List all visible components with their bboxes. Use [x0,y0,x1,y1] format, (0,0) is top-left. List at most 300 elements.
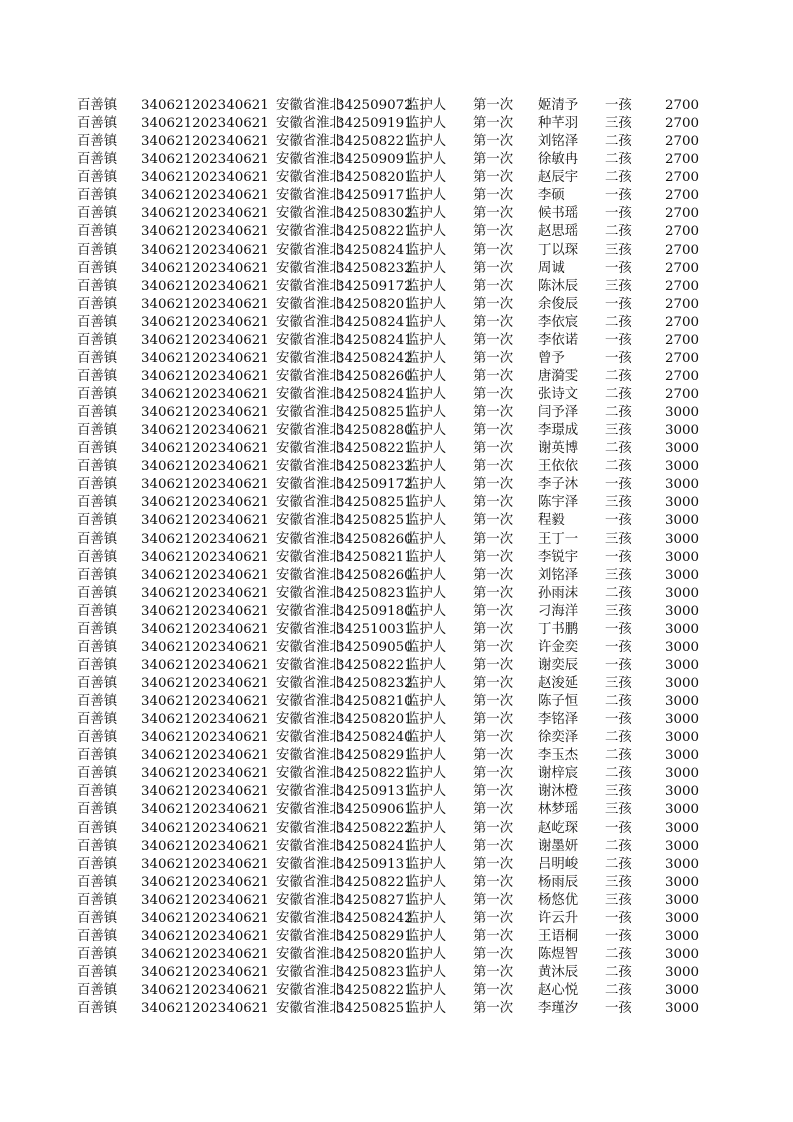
address-cell: 安徽省淮北 [276,134,343,150]
issue-count-cell: 第一次 [473,892,514,908]
address-cell: 安徽省淮北 [276,910,343,926]
id-code-cell: 340621202340621 [141,946,269,962]
table-row [0,693,793,711]
address-cell: 安徽省淮北 [276,549,343,565]
child-name-cell: 李依诺 [538,332,579,348]
id-number-cell: 342508231 [336,965,413,980]
role-cell: 监护人 [406,206,447,222]
table-row [0,838,793,856]
issue-count-cell: 第一次 [473,549,514,565]
issue-count-cell: 第一次 [473,874,514,890]
issue-count-cell: 第一次 [473,423,514,439]
id-number-cell: 342508221 [336,134,413,150]
address-cell: 安徽省淮北 [276,657,343,673]
id-code-cell: 340621202340621 [141,350,269,366]
town-cell: 百善镇 [77,784,118,800]
address-cell: 安徽省淮北 [276,405,343,421]
table-row [0,657,793,675]
child-name-cell: 徐奕泽 [538,730,579,746]
id-number-cell: 342508260 [336,531,413,547]
child-name-cell: 张诗文 [538,387,579,402]
issue-count-cell: 第一次 [473,242,514,258]
amount-cell: 3000 [665,856,700,872]
issue-count-cell: 第一次 [473,784,514,800]
address-cell: 安徽省淮北 [276,621,343,637]
town-cell: 百善镇 [77,495,118,511]
role-cell: 监护人 [406,946,447,962]
id-code-cell: 340621202340621 [141,152,269,168]
amount-cell: 3000 [665,441,700,457]
id-number-cell: 342508242 [336,350,413,366]
id-code-cell: 340621202340621 [141,170,269,186]
address-cell: 安徽省淮北 [276,784,343,800]
child-name-cell: 刘铭泽 [538,567,579,583]
id-code-cell: 340621202340621 [141,531,269,547]
table-row [0,260,793,278]
id-number-cell: 342508221 [336,224,413,240]
town-cell: 百善镇 [77,603,118,619]
id-number-cell: 342509172 [336,278,413,294]
child-order-cell: 二孩 [605,730,632,746]
town-cell: 百善镇 [77,838,118,854]
issue-count-cell: 第一次 [473,946,514,962]
address-cell: 安徽省淮北 [276,928,343,944]
address-cell: 安徽省淮北 [276,98,343,113]
role-cell: 监护人 [406,495,447,511]
town-cell: 百善镇 [77,676,118,691]
issue-count-cell: 第一次 [473,694,514,710]
address-cell: 安徽省淮北 [276,531,343,547]
amount-cell: 3000 [665,567,700,583]
child-order-cell: 二孩 [605,368,632,384]
child-order-cell: 三孩 [605,802,632,818]
id-code-cell: 340621202340621 [141,405,269,421]
id-number-cell: 342509131 [336,784,413,800]
table-row [0,603,793,621]
id-code-cell: 340621202340621 [141,242,269,258]
child-name-cell: 刁海洋 [538,603,579,619]
table-row [0,97,793,115]
spreadsheet-table [0,97,793,1018]
town-cell: 百善镇 [77,441,118,457]
id-number-cell: 342508231 [336,585,413,601]
id-number-cell: 342509061 [336,802,413,818]
table-row [0,1000,793,1018]
child-name-cell: 杨悠优 [538,892,579,908]
amount-cell: 3000 [665,965,700,980]
child-name-cell: 李依宸 [538,314,579,330]
table-row [0,531,793,549]
id-code-cell: 340621202340621 [141,98,269,113]
table-row [0,278,793,296]
amount-cell: 2700 [665,152,700,168]
table-row [0,675,793,693]
role-cell: 监护人 [406,838,447,854]
id-code-cell: 340621202340621 [141,134,269,150]
id-code-cell: 340621202340621 [141,459,269,475]
id-number-cell: 342508241 [336,838,413,854]
town-cell: 百善镇 [77,405,118,421]
child-order-cell: 一孩 [605,621,632,637]
town-cell: 百善镇 [77,892,118,908]
role-cell: 监护人 [406,188,447,204]
child-name-cell: 李锐宇 [538,549,579,565]
child-name-cell: 赵辰宇 [538,170,579,186]
address-cell: 安徽省淮北 [276,766,343,782]
issue-count-cell: 第一次 [473,621,514,637]
town-cell: 百善镇 [77,116,118,132]
issue-count-cell: 第一次 [473,513,514,529]
town-cell: 百善镇 [77,387,118,402]
id-number-cell: 342508280 [336,423,413,439]
town-cell: 百善镇 [77,910,118,926]
role-cell: 监护人 [406,314,447,330]
address-cell: 安徽省淮北 [276,350,343,366]
address-cell: 安徽省淮北 [276,838,343,854]
child-name-cell: 陈子恒 [538,694,579,710]
child-order-cell: 一孩 [605,296,632,312]
child-name-cell: 赵思瑶 [538,224,579,240]
address-cell: 安徽省淮北 [276,603,343,619]
child-name-cell: 陈沐辰 [538,278,579,294]
amount-cell: 3000 [665,477,700,493]
id-number-cell: 342509091 [336,152,413,168]
child-order-cell: 一孩 [605,332,632,348]
town-cell: 百善镇 [77,585,118,601]
id-number-cell: 342508221 [336,441,413,457]
child-name-cell: 种芊羽 [538,116,579,132]
amount-cell: 2700 [665,242,700,258]
issue-count-cell: 第一次 [473,531,514,547]
child-order-cell: 二孩 [605,459,632,475]
table-row [0,928,793,946]
role-cell: 监护人 [406,405,447,421]
id-number-cell: 342508241 [336,387,413,402]
child-order-cell: 二孩 [605,441,632,457]
role-cell: 监护人 [406,983,447,999]
amount-cell: 2700 [665,134,700,150]
issue-count-cell: 第一次 [473,639,514,655]
address-cell: 安徽省淮北 [276,946,343,962]
id-code-cell: 340621202340621 [141,387,269,402]
address-cell: 安徽省淮北 [276,730,343,746]
address-cell: 安徽省淮北 [276,1001,343,1017]
town-cell: 百善镇 [77,567,118,583]
child-order-cell: 一孩 [605,928,632,944]
issue-count-cell: 第一次 [473,603,514,619]
address-cell: 安徽省淮北 [276,676,343,691]
table-row [0,494,793,512]
town-cell: 百善镇 [77,459,118,475]
child-order-cell: 二孩 [605,694,632,710]
child-order-cell: 二孩 [605,838,632,854]
address-cell: 安徽省淮北 [276,188,343,204]
town-cell: 百善镇 [77,712,118,728]
issue-count-cell: 第一次 [473,405,514,421]
role-cell: 监护人 [406,676,447,691]
table-row [0,314,793,332]
address-cell: 安徽省淮北 [276,585,343,601]
role-cell: 监护人 [406,423,447,439]
issue-count-cell: 第一次 [473,1001,514,1017]
id-code-cell: 340621202340621 [141,802,269,818]
town-cell: 百善镇 [77,549,118,565]
id-code-cell: 340621202340621 [141,874,269,890]
amount-cell: 3000 [665,712,700,728]
child-order-cell: 三孩 [605,567,632,583]
table-row [0,801,793,819]
id-number-cell: 342508232 [336,676,413,691]
role-cell: 监护人 [406,748,447,764]
town-cell: 百善镇 [77,965,118,980]
address-cell: 安徽省淮北 [276,712,343,728]
id-code-cell: 340621202340621 [141,368,269,384]
id-code-cell: 340621202340621 [141,332,269,348]
child-name-cell: 闫予泽 [538,405,579,421]
amount-cell: 2700 [665,98,700,113]
child-order-cell: 一孩 [605,639,632,655]
child-order-cell: 一孩 [605,820,632,836]
role-cell: 监护人 [406,459,447,475]
id-number-cell: 342510031 [336,621,413,637]
issue-count-cell: 第一次 [473,459,514,475]
id-number-cell: 342508271 [336,892,413,908]
address-cell: 安徽省淮北 [276,639,343,655]
address-cell: 安徽省淮北 [276,965,343,980]
child-name-cell: 赵屹琛 [538,820,579,836]
role-cell: 监护人 [406,441,447,457]
id-number-cell: 342508251 [336,405,413,421]
issue-count-cell: 第一次 [473,495,514,511]
child-order-cell: 一孩 [605,350,632,366]
address-cell: 安徽省淮北 [276,477,343,493]
child-order-cell: 三孩 [605,116,632,132]
issue-count-cell: 第一次 [473,477,514,493]
child-order-cell: 一孩 [605,657,632,673]
child-name-cell: 丁以琛 [538,242,579,258]
table-row [0,783,793,801]
town-cell: 百善镇 [77,748,118,764]
amount-cell: 3000 [665,585,700,601]
role-cell: 监护人 [406,694,447,710]
amount-cell: 3000 [665,910,700,926]
amount-cell: 2700 [665,116,700,132]
child-name-cell: 程毅 [538,513,565,529]
id-code-cell: 340621202340621 [141,188,269,204]
child-name-cell: 赵心悦 [538,983,579,999]
id-number-cell: 342508260 [336,567,413,583]
child-order-cell: 一孩 [605,477,632,493]
role-cell: 监护人 [406,242,447,258]
id-number-cell: 342508221 [336,983,413,999]
role-cell: 监护人 [406,874,447,890]
role-cell: 监护人 [406,856,447,872]
id-number-cell: 342508232 [336,459,413,475]
amount-cell: 3000 [665,874,700,890]
id-number-cell: 342509171 [336,188,413,204]
table-row [0,422,793,440]
amount-cell: 3000 [665,495,700,511]
child-name-cell: 李瑾汐 [538,1001,579,1017]
child-name-cell: 姬清予 [538,98,579,113]
child-order-cell: 三孩 [605,495,632,511]
table-row [0,386,793,404]
table-row [0,458,793,476]
town-cell: 百善镇 [77,98,118,113]
role-cell: 监护人 [406,1001,447,1017]
issue-count-cell: 第一次 [473,585,514,601]
child-name-cell: 王语桐 [538,928,579,944]
issue-count-cell: 第一次 [473,766,514,782]
address-cell: 安徽省淮北 [276,152,343,168]
issue-count-cell: 第一次 [473,730,514,746]
issue-count-cell: 第一次 [473,278,514,294]
child-name-cell: 谢梓宸 [538,766,579,782]
child-name-cell: 王丁一 [538,531,579,547]
role-cell: 监护人 [406,621,447,637]
issue-count-cell: 第一次 [473,170,514,186]
child-name-cell: 李子沐 [538,477,579,493]
id-number-cell: 342508260 [336,368,413,384]
address-cell: 安徽省淮北 [276,495,343,511]
issue-count-cell: 第一次 [473,802,514,818]
child-name-cell: 许云升 [538,910,579,926]
role-cell: 监护人 [406,531,447,547]
town-cell: 百善镇 [77,820,118,836]
child-order-cell: 二孩 [605,856,632,872]
issue-count-cell: 第一次 [473,296,514,312]
role-cell: 监护人 [406,766,447,782]
id-number-cell: 342508291 [336,748,413,764]
role-cell: 监护人 [406,332,447,348]
amount-cell: 3000 [665,405,700,421]
child-order-cell: 一孩 [605,260,632,276]
child-name-cell: 周诚 [538,260,565,276]
town-cell: 百善镇 [77,983,118,999]
id-code-cell: 340621202340621 [141,694,269,710]
table-row [0,982,793,1000]
address-cell: 安徽省淮北 [276,260,343,276]
amount-cell: 3000 [665,513,700,529]
town-cell: 百善镇 [77,188,118,204]
address-cell: 安徽省淮北 [276,856,343,872]
address-cell: 安徽省淮北 [276,802,343,818]
address-cell: 安徽省淮北 [276,892,343,908]
id-number-cell: 342508232 [336,260,413,276]
child-order-cell: 二孩 [605,766,632,782]
table-row [0,874,793,892]
child-order-cell: 一孩 [605,188,632,204]
child-name-cell: 徐敏冉 [538,152,579,168]
amount-cell: 3000 [665,603,700,619]
issue-count-cell: 第一次 [473,910,514,926]
id-number-cell: 342509180 [336,603,413,619]
town-cell: 百善镇 [77,730,118,746]
issue-count-cell: 第一次 [473,116,514,132]
id-number-cell: 342508201 [336,170,413,186]
id-code-cell: 340621202340621 [141,1001,269,1017]
table-row [0,747,793,765]
child-name-cell: 李玉杰 [538,748,579,764]
town-cell: 百善镇 [77,350,118,366]
id-code-cell: 340621202340621 [141,748,269,764]
table-row [0,964,793,982]
id-code-cell: 340621202340621 [141,603,269,619]
child-name-cell: 赵浚延 [538,676,579,691]
role-cell: 监护人 [406,820,447,836]
table-row [0,729,793,747]
amount-cell: 2700 [665,188,700,204]
child-name-cell: 丁书鹏 [538,621,579,637]
role-cell: 监护人 [406,603,447,619]
issue-count-cell: 第一次 [473,676,514,691]
table-row [0,205,793,223]
id-number-cell: 342508251 [336,513,413,529]
id-number-cell: 342508201 [336,946,413,962]
id-number-cell: 342508241 [336,242,413,258]
id-number-cell: 342508201 [336,296,413,312]
child-order-cell: 一孩 [605,206,632,222]
role-cell: 监护人 [406,350,447,366]
town-cell: 百善镇 [77,296,118,312]
amount-cell: 3000 [665,549,700,565]
id-code-cell: 340621202340621 [141,224,269,240]
issue-count-cell: 第一次 [473,368,514,384]
id-code-cell: 340621202340621 [141,585,269,601]
id-number-cell: 342508240 [336,730,413,746]
amount-cell: 2700 [665,260,700,276]
table-row [0,350,793,368]
town-cell: 百善镇 [77,314,118,330]
address-cell: 安徽省淮北 [276,206,343,222]
address-cell: 安徽省淮北 [276,116,343,132]
address-cell: 安徽省淮北 [276,441,343,457]
role-cell: 监护人 [406,585,447,601]
child-name-cell: 林梦瑶 [538,802,579,818]
address-cell: 安徽省淮北 [276,332,343,348]
issue-count-cell: 第一次 [473,567,514,583]
issue-count-cell: 第一次 [473,965,514,980]
id-code-cell: 340621202340621 [141,296,269,312]
id-number-cell: 342509172 [336,477,413,493]
id-number-cell: 342508251 [336,495,413,511]
address-cell: 安徽省淮北 [276,242,343,258]
child-order-cell: 三孩 [605,531,632,547]
town-cell: 百善镇 [77,134,118,150]
issue-count-cell: 第一次 [473,748,514,764]
id-number-cell: 342509072 [336,98,413,113]
amount-cell: 3000 [665,531,700,547]
table-row [0,820,793,838]
role-cell: 监护人 [406,224,447,240]
amount-cell: 3000 [665,838,700,854]
address-cell: 安徽省淮北 [276,567,343,583]
table-row [0,115,793,133]
amount-cell: 3000 [665,730,700,746]
table-row [0,242,793,260]
town-cell: 百善镇 [77,946,118,962]
id-code-cell: 340621202340621 [141,206,269,222]
amount-cell: 3000 [665,983,700,999]
child-name-cell: 黄沐辰 [538,965,579,980]
amount-cell: 3000 [665,748,700,764]
table-row [0,567,793,585]
child-order-cell: 二孩 [605,983,632,999]
child-name-cell: 李硕 [538,188,565,204]
amount-cell: 3000 [665,802,700,818]
child-order-cell: 二孩 [605,314,632,330]
child-order-cell: 二孩 [605,946,632,962]
